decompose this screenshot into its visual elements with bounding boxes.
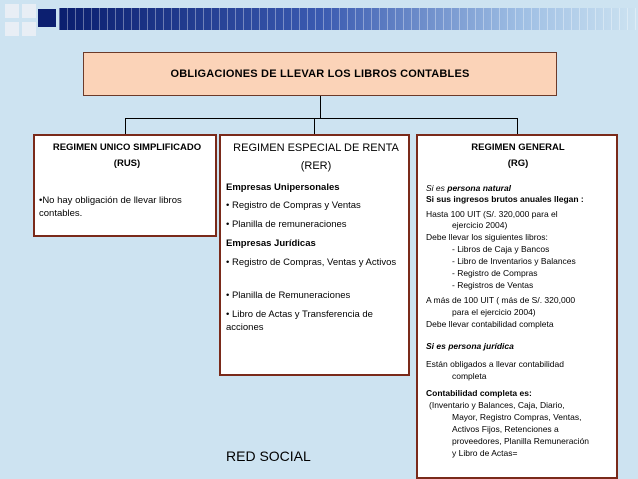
rer-item: • Planilla de remuneraciones	[226, 219, 347, 230]
rg-mas-line1: A más de 100 UIT ( más de S/. 320,000	[426, 295, 576, 305]
title-text: OBLIGACIONES DE LLEVAR LOS LIBROS CONTABLES	[170, 68, 470, 80]
decorative-gradient-lines	[59, 8, 638, 30]
rus-body: •No hay obligación de llevar libros contables.	[39, 195, 182, 219]
connector-rus	[125, 118, 126, 134]
decorative-square	[22, 22, 36, 36]
rg-persona-natural-em: persona natural	[447, 183, 512, 193]
rg-si-es: Si es	[426, 183, 448, 193]
rg-debe-llevar: Debe llevar los siguientes libros:	[426, 232, 548, 242]
rg-ingresos: Si sus ingresos brutos anuales llegan :	[426, 194, 584, 204]
connector-horizontal	[125, 118, 518, 119]
rg-libro-item: - Libros de Caja y Bancos	[452, 244, 550, 254]
rg-completa-title: Contabilidad completa es:	[426, 388, 532, 398]
rg-debe-contabilidad: Debe llevar contabilidad completa	[426, 319, 554, 329]
rer-subtitle-juridicas: Empresas Jurídicas	[226, 238, 316, 249]
rg-libro-item: - Libro de Inventarios y Balances	[452, 256, 576, 266]
connector-rg	[517, 118, 518, 134]
rg-obligados-line2: completa	[452, 371, 487, 381]
rg-completa-line: y Libro de Actas=	[452, 448, 518, 458]
rus-code: (RUS)	[113, 158, 141, 169]
rg-completa-line: Mayor, Registro Compras, Ventas,	[452, 412, 582, 422]
rg-libro-item: - Registro de Compras	[452, 268, 538, 278]
rg-code: (RG)	[507, 158, 529, 169]
rg-title: REGIMEN GENERAL	[471, 142, 565, 153]
rus-title: REGIMEN UNICO SIMPLIFICADO	[52, 142, 202, 153]
decorative-square	[38, 9, 56, 27]
decorative-square	[5, 22, 19, 36]
rg-obligados-line1: Están obligados a llevar contabilidad	[426, 359, 564, 369]
rg-persona-juridica: Si es persona jurídica	[426, 341, 514, 351]
decorative-header-band	[0, 0, 638, 40]
rer-box	[219, 134, 410, 376]
decorative-square	[5, 4, 19, 18]
connector-vertical	[320, 96, 321, 118]
rg-libro-item: - Registros de Ventas	[452, 280, 534, 290]
title-box	[83, 52, 557, 96]
connector-rer	[314, 118, 315, 134]
rer-code: (RER)	[300, 160, 332, 172]
rer-title: REGIMEN ESPECIAL DE RENTA	[233, 142, 399, 154]
rg-mas-line2: para el ejercicio 2004)	[452, 307, 536, 317]
rg-completa-line: (Inventario y Balances, Caja, Diario,	[429, 400, 565, 410]
rg-hasta-line2: ejercicio 2004)	[452, 220, 508, 230]
decorative-square	[22, 4, 36, 18]
rer-item: • Libro de Actas y Transferencia de acciones	[226, 309, 373, 333]
rg-persona-natural	[426, 183, 616, 195]
rer-subtitle-unipersonales: Empresas Unipersonales	[226, 182, 340, 193]
rus-box	[33, 134, 217, 237]
rer-item: • Registro de Compras y Ventas	[226, 200, 361, 211]
rg-completa-line: proveedores, Planilla Remuneración	[452, 436, 590, 446]
rg-completa-line: Activos Fijos, Retenciones a	[452, 424, 559, 434]
rg-hasta-line1: Hasta 100 UIT (S/. 320,000 para el	[426, 209, 558, 219]
rer-item: • Planilla de Remuneraciones	[226, 290, 351, 301]
rg-box	[416, 134, 618, 479]
footer-text: RED SOCIAL	[226, 448, 311, 464]
rer-item: • Registro de Compras, Ventas y Activos	[226, 257, 397, 268]
